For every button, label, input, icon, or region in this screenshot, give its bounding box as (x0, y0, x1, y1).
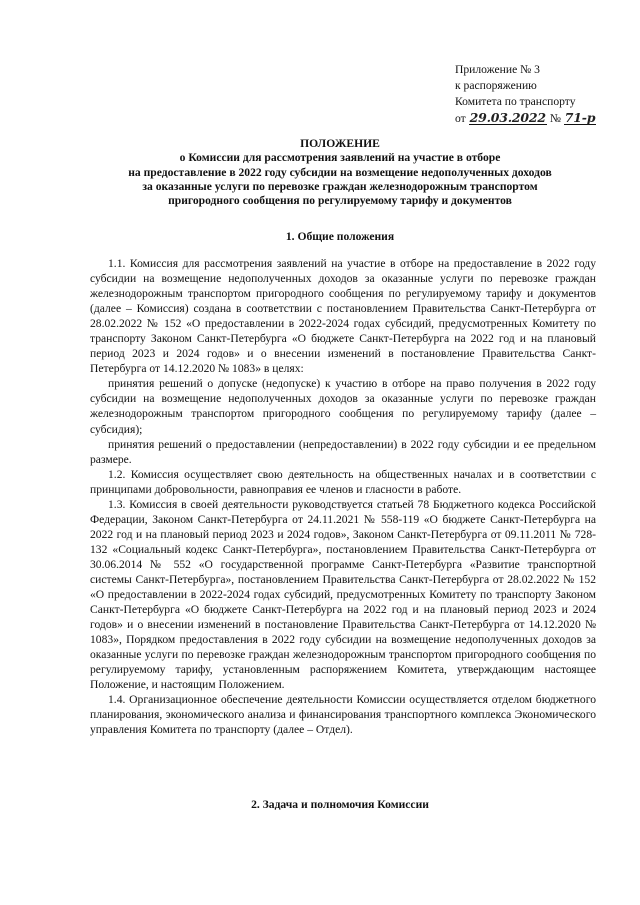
paragraph: принятия решений о допуске (недопуске) к участию в отборе на право получения в 2022 году субсидии на возмещение недополученных доходов за оказанные услуги по перевозке граждан железнодорожным транспортом пригородного сообщения по регулируемому тарифу (далее – субсидия); (90, 377, 596, 436)
title-line: за оказанные услуги по перевозке граждан железнодорожным транспортом (142, 179, 538, 193)
appendix-committee: Комитета по транспорту (455, 95, 576, 109)
paragraph: 1.4. Организационное обеспечение деятельности Комиссии осуществляется отделом бюджетного планирования, экономического анализа и финансирования транспортного комплекса Экономического управления Комитета по транспорту (далее – Отдел). (90, 693, 596, 737)
appendix-title: Приложение № 3 (455, 63, 540, 76)
paragraph: 1.3. Комиссия в своей деятельности руководствуется статьей 78 Бюджетного кодекса Российской Федерации, Законом Санкт-Петербурга от 24.11.2021 № 558-119 «О бюджете Санкт-Петербурга на 2022 год и на плановый период 2023 и 2024 годов», Законом Санкт-Петербурга от 09.11.2011 № 728-132 «Социальный кодекс Санкт-Петербурга», постановлением Правительства Санкт-Петербурга от 30.06.2014 № 552 «О государственной программе Санкт-Петербурга «Развитие транспортной системы Санкт-Петербурга», постановлением Правительства Санкт-Петербурга от 28.02.2022 № 152 «О предоставлении в 2022-2024 годах субсидий, предусмотренных Комитету по транспорту Законом Санкт-Петербурга «О бюджете Санкт-Петербурга на 2022 год и на плановый период 2023 и 2024 годов» и о внесении изменений в постановление Правительства Санкт-Петербурга от 14.12.2020 № 1083», Порядком предоставления в 2022 году субсидии на возмещение недополученных доходов за оказанные услуги по перевозке граждан железнодорожным транспортом пригородного сообщения по регулируемому тарифу, установленным распоряжением Комитета, утверждающим настоящее Положение, и настоящим Положением. (90, 497, 596, 692)
appendix-ot: от (455, 111, 466, 125)
title-line: на предоставление в 2022 году субсидии на возмещение недополученных доходов (128, 165, 552, 179)
paragraph: 1.2. Комиссия осуществляет свою деятельность на общественных началах и в соответствии с принципами добровольности, равноправия ее членов и гласности в работе. (90, 467, 596, 496)
appendix-num-sign: № (549, 111, 561, 125)
appendix-order-ref: к распоряжению (455, 79, 537, 93)
appendix-block (455, 62, 615, 127)
document-title (90, 137, 590, 208)
title-line: о Комиссии для рассмотрения заявлений на участие в отборе (179, 151, 501, 165)
paragraph: 1.1. Комиссия для рассмотрения заявлений на участие в отборе на предоставление в 2022 году субсидии на возмещение недополученных доходов за оказанные услуги по перевозке граждан железнодорожным транспортом пригородного сообщения по регулируемому тарифу и документов (далее – Комиссия) создана в соответствии с постановлением Правительства Санкт-Петербурга от 28.02.2022 № 152 «О предоставлении в 2022-2024 годах субсидий, предусмотренных Комитету по транспорту Законом Санкт-Петербурга «О бюджете Санкт-Петербурга на 2022 год и на плановый период 2023 и 2024 годов» и о внесении изменений в постановление Правительства Санкт-Петербурга от 14.12.2020 № 1083» в целях: (90, 257, 596, 376)
handwritten-date: 29.03.2022 (469, 109, 546, 125)
paragraph: принятия решений о предоставлении (непредоставлении) в 2022 году субсидии и ее предельном размере. (90, 437, 596, 466)
title-heading: ПОЛОЖЕНИЕ (300, 137, 380, 150)
appendix-date-line (455, 111, 615, 127)
section-heading: 2. Задача и полномочия Комиссии (251, 798, 429, 811)
handwritten-number: 71-р (564, 109, 596, 125)
section-heading: 1. Общие положения (285, 230, 395, 243)
title-line: пригородного сообщения по регулируемому тарифу и документов (168, 194, 512, 208)
section-body (90, 256, 596, 738)
